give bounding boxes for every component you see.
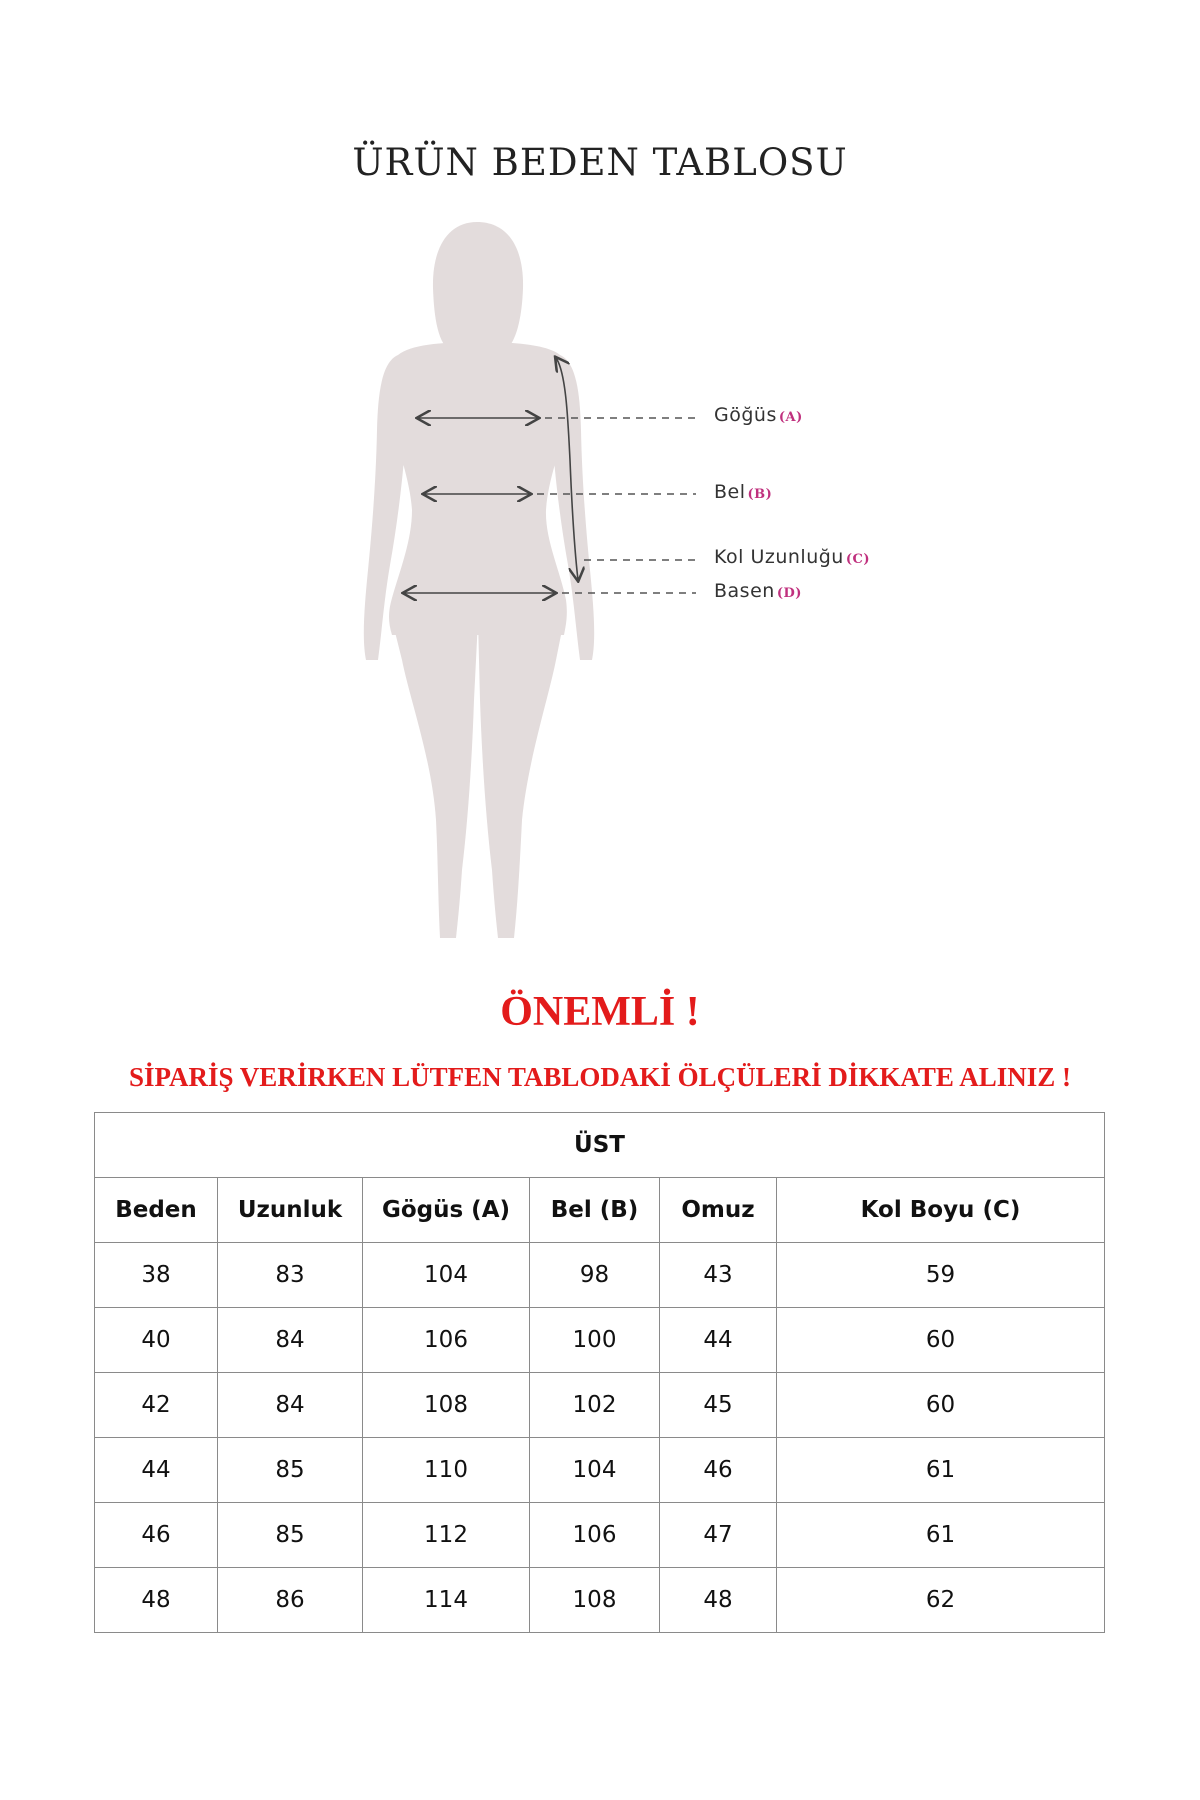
table-cell: 85 — [218, 1503, 363, 1568]
table-row — [95, 1503, 1105, 1568]
table-cell: 108 — [363, 1373, 530, 1438]
column-header-size: Beden — [95, 1178, 218, 1243]
label-chest-code: (A) — [778, 410, 803, 425]
label-waist-text: Bel — [714, 481, 746, 503]
column-header-shoulder: Omuz — [660, 1178, 777, 1243]
table-cell: 106 — [363, 1308, 530, 1373]
page-title: ÜRÜN BEDEN TABLOSU — [352, 141, 848, 184]
table-cell: 98 — [530, 1243, 660, 1308]
table-cell: 43 — [660, 1243, 777, 1308]
table-row — [95, 1243, 1105, 1308]
table-cell: 84 — [218, 1373, 363, 1438]
woman-silhouette — [364, 222, 594, 938]
table-cell: 85 — [218, 1438, 363, 1503]
table-cell: 114 — [363, 1568, 530, 1633]
table-row — [95, 1308, 1105, 1373]
label-hip-code: (D) — [776, 586, 802, 601]
table-cell: 38 — [95, 1243, 218, 1308]
table-cell: 108 — [530, 1568, 660, 1633]
column-header-waist: Bel (B) — [530, 1178, 660, 1243]
table-cell: 60 — [777, 1308, 1105, 1373]
size-table — [94, 1112, 1105, 1633]
table-row — [95, 1373, 1105, 1438]
table-cell: 59 — [777, 1243, 1105, 1308]
table-cell: 42 — [95, 1373, 218, 1438]
table-section-title: ÜST — [95, 1113, 1105, 1178]
label-chest — [714, 404, 803, 426]
table-cell: 104 — [363, 1243, 530, 1308]
label-chest-text: Göğüs — [714, 404, 777, 426]
important-heading: ÖNEMLİ ! — [500, 989, 700, 1035]
table-cell: 102 — [530, 1373, 660, 1438]
column-header-chest: Gögüs (A) — [363, 1178, 530, 1243]
table-cell: 86 — [218, 1568, 363, 1633]
table-cell: 48 — [95, 1568, 218, 1633]
label-waist-code: (B) — [747, 487, 773, 502]
table-cell: 45 — [660, 1373, 777, 1438]
table-cell: 44 — [660, 1308, 777, 1373]
table-cell: 110 — [363, 1438, 530, 1503]
column-header-length: Uzunluk — [218, 1178, 363, 1243]
table-cell: 106 — [530, 1503, 660, 1568]
table-cell: 46 — [95, 1503, 218, 1568]
table-cell: 104 — [530, 1438, 660, 1503]
label-waist — [714, 481, 772, 503]
table-cell: 44 — [95, 1438, 218, 1503]
table-cell: 61 — [777, 1438, 1105, 1503]
table-cell: 61 — [777, 1503, 1105, 1568]
order-warning: SİPARİŞ VERİRKEN LÜTFEN TABLODAKİ ÖLÇÜLERİ DİKKATE ALINIZ ! — [129, 1062, 1071, 1092]
table-row — [95, 1438, 1105, 1503]
table-section-row — [95, 1113, 1105, 1178]
table-header-row — [95, 1178, 1105, 1243]
column-header-sleeve: Kol Boyu (C) — [777, 1178, 1105, 1243]
table-cell: 112 — [363, 1503, 530, 1568]
table-cell: 47 — [660, 1503, 777, 1568]
label-hip — [714, 580, 802, 602]
label-sleeve — [714, 546, 870, 568]
table-cell: 60 — [777, 1373, 1105, 1438]
table-cell: 46 — [660, 1438, 777, 1503]
table-cell: 40 — [95, 1308, 218, 1373]
table-cell: 48 — [660, 1568, 777, 1633]
table-cell: 83 — [218, 1243, 363, 1308]
label-hip-text: Basen — [714, 580, 775, 602]
label-sleeve-text: Kol Uzunluğu — [714, 546, 844, 568]
table-cell: 62 — [777, 1568, 1105, 1633]
table-cell: 100 — [530, 1308, 660, 1373]
table-cell: 84 — [218, 1308, 363, 1373]
table-row — [95, 1568, 1105, 1633]
label-sleeve-code: (C) — [845, 552, 870, 567]
